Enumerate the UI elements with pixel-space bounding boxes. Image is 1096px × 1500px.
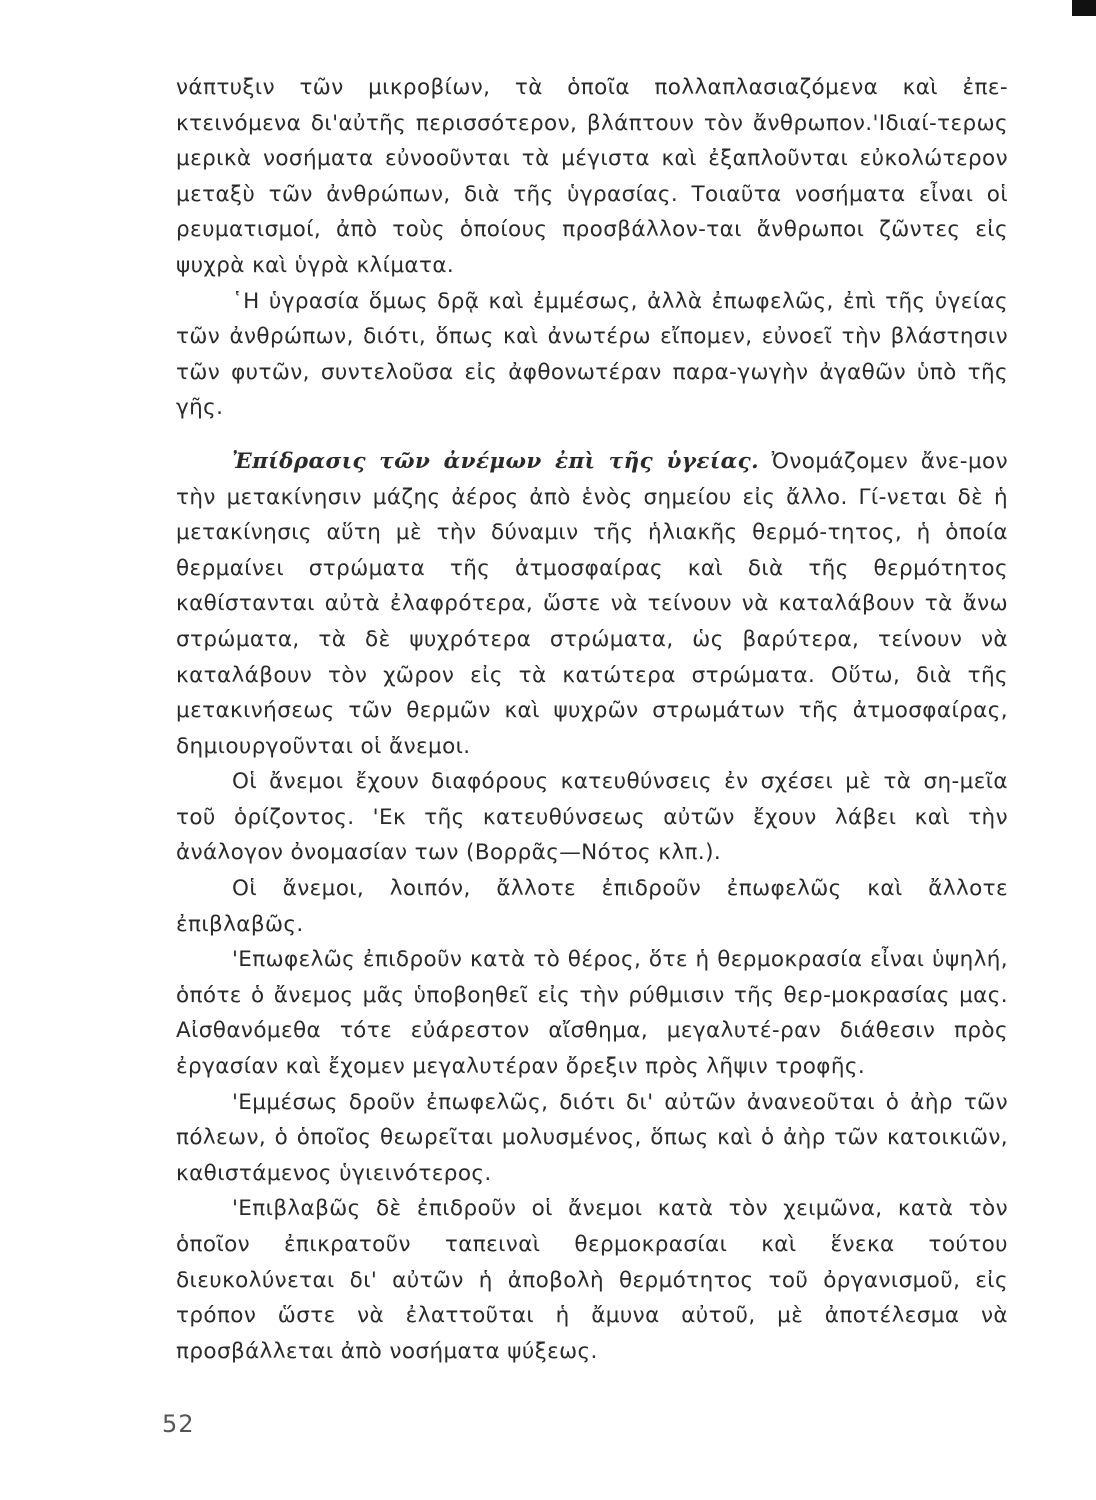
paragraph-humidity-indirect: ῾Η ὑγρασία ὅμως δρᾷ καὶ ἐμμέσως, ἀλλὰ ἐπωφελῶς, ἐπὶ τῆς ὑγείας τῶν ἀνθρώπων, διότι, ὅπως καὶ ἀνωτέρω εἴπομεν, εὐνοεῖ τὴν βλάστησιν τῶν φυτῶν, συντελοῦσα εἰς ἀφθονωτέραν παρα-γωγὴν ἀγαθῶν ὑπὸ τῆς γῆς. xyxy=(176,288,1008,421)
paragraph-beneficial-summer: 'Επωφελῶς ἐπιδροῦν κατὰ τὸ θέρος, ὅτε ἡ θερμοκρασία εἶναι ὑψηλή, ὁπότε ὁ ἄνεμος μᾶς ὑποβοηθεῖ εἰς τὴν ρύθμισιν τῆς θερ-μοκρασίας μας. Αἰσθανόμεθα τότε εὐάρεστον αἴσθημα, μεγαλυτέ-ραν διάθεσιν πρὸς ἐργασίαν καὶ ἔχομεν μεγαλυτέραν ὄρεξιν πρὸς λῆψιν τροφῆς. xyxy=(176,947,1008,1080)
section-heading: Ἐπίδρασις τῶν ἀνέμων ἐπὶ τῆς ὑγείας. xyxy=(232,448,759,474)
paragraph-continued: νάπτυξιν τῶν μικροβίων, τὰ ὁποῖα πολλαπλασιαζόμενα καὶ ἐπε-κτεινόμενα δι'αὐτῆς περισσότερον, βλάπτουν τὸν ἄνθρωπον.'Ιδιαί-τερως μερικὰ νοσήματα εὐνοοῦνται τὰ μέγιστα καὶ ἐξαπλοῦνται εὐκολώτερον μεταξὺ τῶν ἀνθρώπων, διὰ τῆς ὑγρασίας. Τοιαῦτα νοσήματα εἶναι οἱ ρευματισμοί, ἀπὸ τοὺς ὁποίους προσβάλλον-ται ἄνθρωποι ζῶντες εἰς ψυχρὰ καὶ ὑγρὰ κλίματα. xyxy=(176,75,1008,278)
paragraph-wind-effects: Οἱ ἄνεμοι, λοιπόν, ἄλλοτε ἐπιδροῦν ἐπωφελῶς καὶ ἄλλοτε ἐπιβλαβῶς. xyxy=(176,876,1008,937)
scan-corner-mark xyxy=(1072,0,1096,16)
paragraph-harmful-winter: 'Επιβλαβῶς δὲ ἐπιδροῦν οἱ ἄνεμοι κατὰ τὸν χειμῶνα, κατὰ τὸν ὁποῖον ἐπικρατοῦν ταπειναὶ θερμοκρασίαι καὶ ἕνεκα τούτου διευκολύνεται δι' αὐτῶν ἡ ἀποβολὴ θερμότητος τοῦ ὀργανισμοῦ, εἰς τρόπον ὥστε νὰ ἐλαττοῦται ἡ ἄμυνα αὐτοῦ, μὲ ἀποτέλεσμα νὰ προσβάλλεται ἀπὸ νοσήματα ψύξεως. xyxy=(176,1196,1008,1364)
section-winds-paragraph xyxy=(176,444,1008,764)
page-number: 52 xyxy=(162,1410,195,1438)
paragraph-indirect-benefit: 'Εμμέσως δροῦν ἐπωφελῶς, διότι δι' αὐτῶν ἀνανεοῦται ὁ ἀὴρ τῶν πόλεων, ὁ ὁποῖος θεωρεῖται μολυσμένος, ὅπως καὶ ὁ ἀὴρ τῶν κατοικιῶν, καθιστάμενος ὑγιεινότερος. xyxy=(176,1089,1008,1186)
body-text xyxy=(176,70,1008,1369)
section-intro-text: Ὀνομάζομεν ἄνε-μον τὴν μετακίνησιν μάζης ἀέρος ἀπὸ ἑνὸς σημείου εἰς ἄλλο. Γί-νεται δὲ ἡ μετακίνησις αὕτη μὲ τὴν δύναμιν τῆς ἡλιακῆς θερμό-τητος, ἡ ὁποία θερμαίνει στρώματα τῆς ἀτμοσφαίρας καὶ διὰ τῆς θερμότητος καθίστανται αὐτὰ ἐλαφρότερα, ὥστε νὰ τείνουν νὰ καταλάβουν τὰ ἄνω στρώματα, τὰ δὲ ψυχρότερα στρώματα, ὡς βαρύτερα, τείνουν νὰ καταλάβουν τὸν χῶρον εἰς τὰ κατώτερα στρώματα. Οὕτω, διὰ τῆς μετακινήσεως τῶν θερμῶν καὶ ψυχρῶν στρωμάτων τῆς ἀτμοσφαίρας, δημιουργοῦνται οἱ ἄνεμοι. xyxy=(176,448,1009,759)
paragraph-wind-directions: Οἱ ἄνεμοι ἔχουν διαφόρους κατευθύνσεις ἐν σχέσει μὲ τὰ ση-μεῖα τοῦ ὁρίζοντος. 'Εκ τῆς κατευθύνσεως αὐτῶν ἔχουν λάβει καὶ τὴν ἀνάλογον ὀνομασίαν των (Βορρᾶς—Νότος κλπ.). xyxy=(176,769,1008,866)
